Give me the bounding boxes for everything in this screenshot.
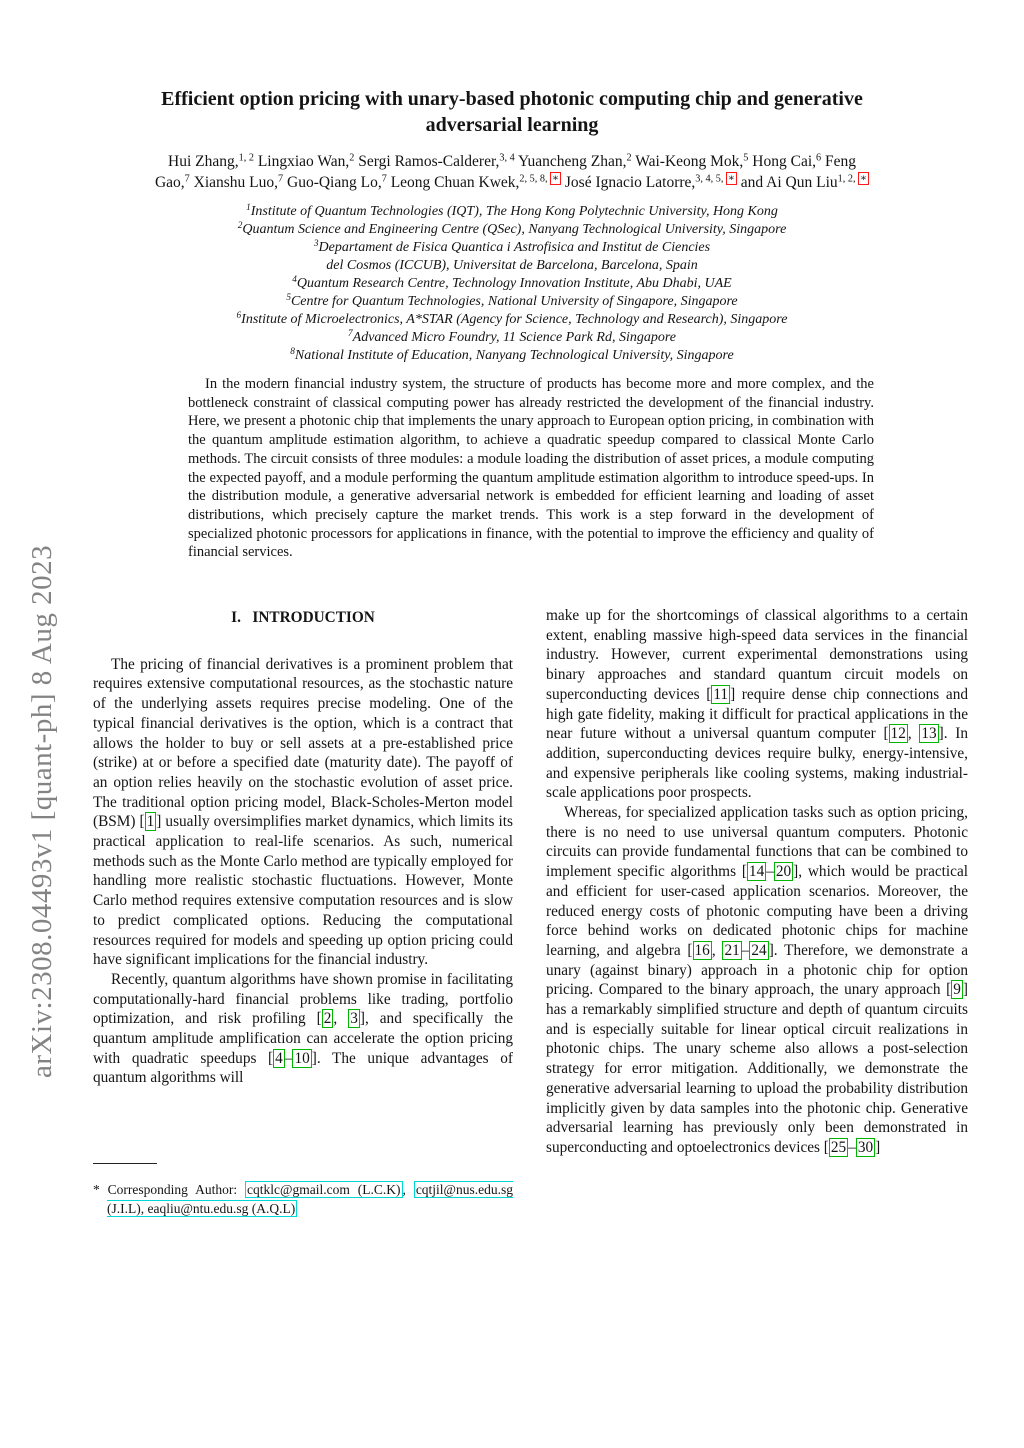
affiliation-superscript: 2 [626,152,632,164]
citation-link[interactable]: 24 [751,941,767,959]
footnote-block [93,1163,513,1218]
intro-paragraph-1: The pricing of financial derivatives is a prominent problem that requires extensive computational resources, as the stochastic nature of the underlying assets requires precise modeling. One of the typical financial derivatives is the option, which is a contract that allows the holder to buy or sell assets at a pre-established price (strike) at or before a specified date (maturity date). The payoff of an option relies heavily on the stochastic evolution of asset price. The traditional option pricing model, Black-Scholes-Merton model (BSM) [ 1 ] usually oversimplifies market dynamics, which limits its practical application to real-life scenarios. As such, numerical methods such as the Monte Carlo method are typically employed for handling more realistic stochastic fluctuations. However, Monte Carlo method requires extensive computation resources and is slow to predict complicated options. Reducing the computational resources required for models and speeding up option pricing could have significant implications for the financial industry. [93,655,513,969]
citation-link[interactable]: 10 [294,1049,310,1067]
corresponding-author-note: * Corresponding Author: cqtklc@gmail.com (L.C.K) , cqtjil@nus.edu.sg (J.I.L), eaqliu@ntu.edu.sg (A.Q.L) [93,1182,513,1216]
affiliation-superscript: 5 [743,152,749,164]
citation-link[interactable]: 21 [724,941,740,959]
citation-link[interactable]: 20 [775,863,792,881]
citation-link[interactable]: 4 [275,1049,283,1067]
affiliation-line-4: $^4$Quantum Research Centre, Technology Innovation Institute, Abu Dhabi, UAE [292,273,732,291]
authors-line: Hui Zhang,$^{1, 2}$ Lingxiao Wan,$^2$ Sergi Ramos-Calderer,$^{3, 4}$ Yuancheng Zhan,$^2$ Wai-Keong Mok,$^5$ Hong Cai,$^6$ Feng Gao,$^7$ Xianshu Luo,$^7$ Guo-Qiang Lo,$^7$ Leong Chuan Kwek,$^{2, 5, 8,}$ ∗ José Ignacio Latorre,$^{3, 4, 5,}$ ∗ and Ai Qun Liu$^{1, 2,}$ ∗ [154,152,868,191]
citation-link[interactable]: 30 [857,1138,874,1156]
affiliation-superscript: 3, 4 [499,152,515,164]
citation-link[interactable]: 12 [890,725,906,743]
citation-link[interactable]: 9 [953,981,961,999]
citation-link[interactable]: 13 [921,725,937,743]
affiliation-superscript: 1, 2, [837,173,859,185]
affiliation-superscript: 4 [292,273,297,284]
paper-title: Efficient option pricing with unary-based photonic computing chip and generative adversarial learning [161,88,863,136]
affiliation-superscript: 7 [184,173,190,185]
affiliation-line-2: $^2$Quantum Science and Engineering Centre (QSec), Nanyang Technological University, Singapore [237,219,787,237]
right-column [546,606,968,1158]
citation-link[interactable]: 25 [830,1138,847,1156]
affiliation-superscript: 2 [237,219,243,230]
affiliation-superscript: 6 [236,309,242,320]
abstract [188,375,874,562]
affiliation-superscript: 2 [349,152,355,164]
affiliation-superscript: 1, 2 [238,152,254,164]
intro-paragraph-3: make up for the shortcomings of classical algorithms to a certain extent, enabling massive high-speed data services in the financial industry. However, current experimental demonstrations using binary approaches and standard quantum circuit models on superconducting devices [ 11 ] require dense chip connections and high gate fidelity, making it difficult for practical applications in the near future without a universal quantum computer [ 12 , 13 ]. In addition, superconducting devices require bulky, energy-intensive, and expensive peripherals like cooling systems, making industrial-scale applications poor prospects. [546,607,968,802]
affiliation-superscript: 2, 5, 8, [519,173,551,185]
email-link[interactable]: cqtklc@gmail.com (L.C.K) [247,1182,401,1197]
citation-link[interactable]: 2 [323,1010,332,1028]
citation-link[interactable]: 14 [748,863,765,881]
affiliation-superscript: 8 [290,345,295,356]
affiliation-line-8: $^8$National Institute of Education, Nanyang Technological University, Singapore [290,345,734,363]
affiliation-superscript: 1 [246,201,251,212]
affiliation-superscript: 7 [278,173,284,185]
email-link[interactable]: cqtjil@nus.edu.sg (J.I.L), eaqliu@ntu.edu.sg (A.Q.L) [107,1182,513,1216]
corresponding-author-marker-link[interactable]: ∗ [552,173,560,185]
affiliation-superscript: 6 [816,152,822,164]
section-heading-introduction: I. INTRODUCTION [231,609,375,626]
affiliation-superscript: 7 [348,327,353,338]
citation-link[interactable]: 16 [694,941,710,959]
citation-link[interactable]: 11 [713,685,729,703]
affiliations-block [100,203,924,365]
affiliation-line-6: $^6$Institute of Microelectronics, A*STAR (Agency for Science, Technology and Research), Singapore [236,309,788,327]
footnote-rule [93,1163,157,1164]
left-column [93,606,513,1088]
intro-paragraph-2: Recently, quantum algorithms have shown promise in facilitating computationally-hard financial problems like trading, portfolio optimization, and risk profiling [ 2 , 3 ], and specifically the quantum amplitude amplification can accelerate the option pricing with quadratic speedups [ 4 – 10 ]. The unique advantages of quantum algorithms will [93,970,513,1087]
affiliation-line-5: $^5$Centre for Quantum Technologies, National University of Singapore, Singapore [286,291,738,309]
affiliation-superscript: 5 [286,291,291,302]
intro-paragraph-4: Whereas, for specialized application tasks such as option pricing, there is no need to use universal quantum computers. Photonic circuits can provide fundamental functions that can be combined to implement specific algorithms [ 14 – 20 ], which would be practical and efficient for user-cased application scenarios. Moreover, the reduced energy costs of photonic computing have been a driving force behind works on dedicated photonic chips for machine learning, and algebra [ 16 , 21 – 24 ]. Therefore, we demonstrate a unary (against binary) approach in a photonic chip for option pricing. Compared to the binary approach, the unary approach [ 9 ] has a remarkably simplified structure and depth of quantum circuits and is especially suitable for linear optical circuit realizations in photonic chips. The unary scheme also allows a post-selection strategy for error mitigation. Additionally, we demonstrate the generative adversarial learning to upload the probability distribution implicitly given by data samples into the photonic chip. Generative adversarial learning has previously only been demonstrated in superconducting and optoelectronics devices [ 25 – 30 ] [546,804,969,1156]
arxiv-stamp: arXiv:2308.04493v1 [quant-ph] 8 Aug 2023 [26,544,58,1078]
affiliation-superscript: 3, 4, 5, [695,173,726,185]
corresponding-author-marker-link[interactable]: ∗ [860,173,868,185]
abstract-text: In the modern financial industry system, the structure of products has become more and more complex, and the bottleneck constraint of classical computing power has already restricted the development of the financial industry. Here, we present a photonic chip that implements the unary approach to European option pricing, in combination with the quantum amplitude estimation algorithm, to achieve a quadratic speedup compared to classical Monte Carlo methods. The circuit consists of three modules: a module loading the distribution of asset prices, a module computing the expected payoff, and a module performing the quantum amplitude estimation algorithm to introduce speed-ups. In the distribution module, a generative adversarial network is embedded for efficient learning and loading of asset distributions, which precisely capture the market trends. This work is a step forward in the development of specialized photonic processors for applications in finance, with the potential to improve the efficiency and quality of financial services. [188,376,874,561]
citation-link[interactable]: 1 [146,813,155,831]
affiliation-line-7: $^7$Advanced Micro Foundry, 11 Science Park Rd, Singapore [348,327,676,345]
corresponding-author-marker-link[interactable]: ∗ [727,173,735,185]
affiliation-superscript: 3 [313,237,319,248]
affiliation-superscript: 7 [381,173,387,185]
citation-link[interactable]: 3 [350,1010,358,1028]
affiliation-line-1: $^1$Institute of Quantum Technologies (IQT), The Hong Kong Polytechnic University, Hong Kong [246,201,778,219]
affiliation-line-3: $^3$Departament de Fisica Quantica i Astrofisica and Institut de Ciencies del Cosmos (ICCUB), Universitat de Barcelona, Barcelona, Spain [313,237,711,273]
